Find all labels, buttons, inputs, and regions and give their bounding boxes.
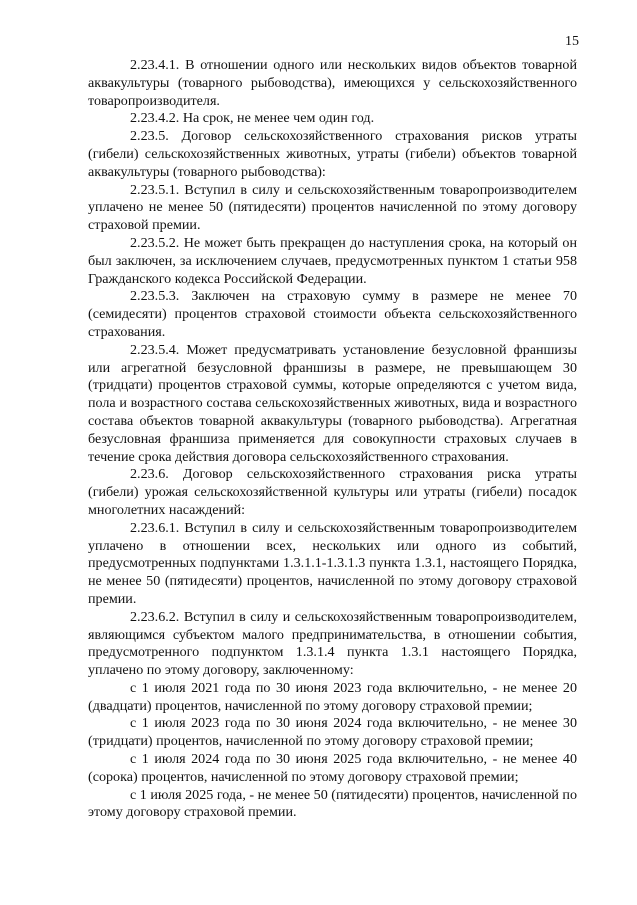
document-body [88,57,577,822]
paragraph-2-23-5-4: 2.23.5.4. Может предусматривать установление безусловной франшизы или агрегатной безусловной франшизы в размере, не превышающем 30 (тридцати) процентов страховой суммы, которые определяются с учетом вида, пола и возрастного состава сельскохозяйственных животных, вида и возрастного состава объектов товарной аквакультуры (товарного рыбоводства). Агрегатная безусловная франшиза применяется для совокупности страховых случаев в течение срока действия договора сельскохозяйственного страхования. [88,341,577,465]
paragraph-2-23-5-1: 2.23.5.1. Вступил в силу и сельскохозяйственным товаропроизводителем уплачено не менее 50 (пятидесяти) процентов начисленной по этому договору страховой премии. [88,181,577,234]
paragraph-2-23-5-3: 2.23.5.3. Заключен на страховую сумму в размере не менее 70 (семидесяти) процентов страховой стоимости объекта сельскохозяйственного страхования. [88,288,577,340]
paragraph-2-23-5: 2.23.5. Договор сельскохозяйственного страхования рисков утраты (гибели) сельскохозяйственных животных, утраты (гибели) объектов товарной аквакультуры (товарного рыбоводства): [88,128,577,180]
paragraph-2-23-5-2: 2.23.5.2. Не может быть прекращен до наступления срока, на который он был заключен, за исключением случаев, предусмотренных пунктом 1 статьи 958 Гражданского кодекса Российской Федерации. [88,234,577,287]
schedule-item-2024-2025: с 1 июля 2024 года по 30 июня 2025 года включительно, - не менее 40 (сорока) процентов, начисленной по этому договору страховой премии; [88,751,577,785]
schedule-item-2021-2023: с 1 июля 2021 года по 30 июня 2023 года включительно, - не менее 20 (двадцати) процентов, начисленной по этому договору страховой премии; [88,679,577,714]
paragraph-2-23-4-1: 2.23.4.1. В отношении одного или нескольких видов объектов товарной аквакультуры (товарного рыбоводства), имеющихся у сельскохозяйственного товаропроизводителя. [88,57,577,109]
page-number: 15 [565,34,579,49]
paragraph-2-23-6: 2.23.6. Договор сельскохозяйственного страхования риска утраты (гибели) урожая сельскохозяйственной культуры или утраты (гибели) посадок многолетних насаждений: [88,466,577,518]
schedule-item-2025: с 1 июля 2025 года, - не менее 50 (пятидесяти) процентов, начисленной по этому договору страховой премии. [88,786,578,821]
paragraph-2-23-6-1: 2.23.6.1. Вступил в силу и сельскохозяйственным товаропроизводителем уплачено в отношении всех, нескольких или одного из событий, предусмотренных подпунктами 1.3.1.1-1.3.1.3 пункта 1.3.1, настоящего Порядка, не менее 50 (пятидесяти) процентов, начисленной по этому договору страховой премии. [88,519,577,607]
schedule-item-2023-2024: с 1 июля 2023 года по 30 июня 2024 года включительно, - не менее 30 (тридцати) процентов, начисленной по этому договору страховой премии; [88,715,577,750]
paragraph-2-23-6-2: 2.23.6.2. Вступил в силу и сельскохозяйственным товаропроизводителем, являющимся субъектом малого предпринимательства, в отношении события, предусмотренного подпунктом 1.3.1.4 пункта 1.3.1 настоящего Порядка, уплачено по этому договору, заключенному: [88,608,577,679]
paragraph-2-23-4-2: 2.23.4.2. На срок, не менее чем один год. [130,110,375,127]
